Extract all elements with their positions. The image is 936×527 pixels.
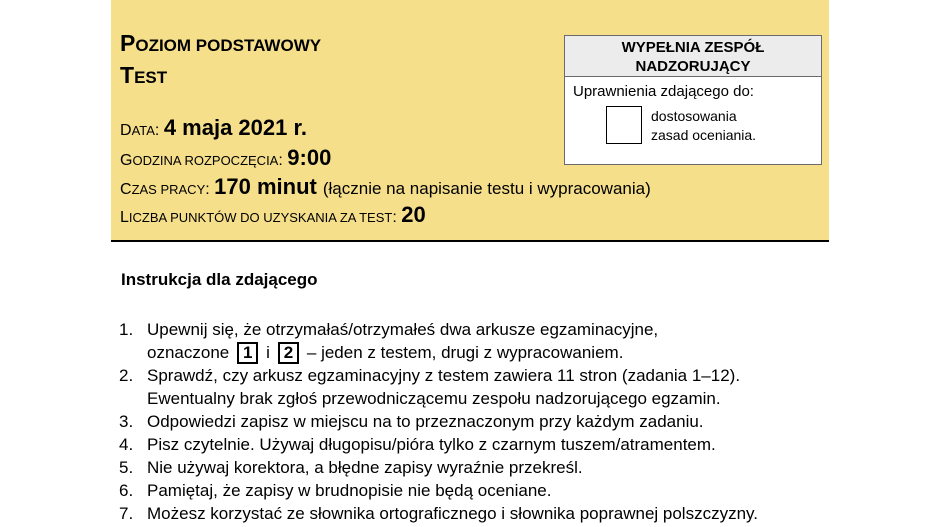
- supervisor-box: [564, 35, 822, 165]
- exam-points-value: 20: [401, 202, 426, 227]
- exam-level-title: POZIOM PODSTAWOWY: [120, 30, 322, 56]
- instructions-title: Instrukcja dla zdającego: [121, 270, 318, 289]
- list-item: 2. Sprawdź, czy arkusz egzaminacyjny z testem zawiera 11 stron (zadania 1–12). Ewentualny brak zgłoś przewodniczącemu zespołu nadzorującego egzamin.: [119, 366, 741, 408]
- exam-start-time-value: 9:00: [287, 145, 332, 170]
- list-item: 1. Upewnij się, że otrzymałaś/otrzymałeś dwa arkusze egzaminacyjne, oznaczone 1 i 2 – jeden z testem, drugi z wypracowaniem.: [119, 320, 659, 362]
- sheet-1-box: 1: [237, 342, 258, 364]
- sheet-2-box: 2: [278, 342, 299, 364]
- exam-part-title: TEST: [120, 62, 168, 88]
- list-item: 3. Odpowiedzi zapisz w miejscu na to przeznaczonym przy każdym zadaniu.: [119, 412, 704, 431]
- exam-header: [111, 0, 829, 242]
- exam-date-value: 4 maja 2021 r.: [163, 115, 307, 140]
- instructions-list: [119, 318, 819, 525]
- exam-duration-note: (łącznie na napisanie testu i wypracowania): [322, 179, 651, 198]
- exam-start-time: GODZINA ROZPOCZĘCIA: 9:00: [120, 145, 332, 170]
- exam-date: DATA: 4 maja 2021 r.: [120, 115, 307, 140]
- supervisor-box-subheading: Uprawnienia zdającego do:: [573, 83, 754, 100]
- list-item: 7. Możesz korzystać ze słownika ortograficznego i słownika poprawnej polszczyzny.: [119, 504, 758, 523]
- list-item: 4. Pisz czytelnie. Używaj długopisu/pióra tylko z czarnym tuszem/atramentem.: [119, 435, 716, 454]
- list-item: 6. Pamiętaj, że zapisy w brudnopisie nie będą oceniane.: [119, 481, 552, 500]
- adjust-grading-checkbox[interactable]: [606, 106, 642, 144]
- exam-duration-value: 170 minut: [214, 174, 317, 199]
- supervisor-box-heading: WYPEŁNIA ZESPÓŁ NADZORUJĄCY: [565, 36, 821, 77]
- list-item: 5. Nie używaj korektora, a błędne zapisy wyraźnie przekreśl.: [119, 458, 583, 477]
- adjust-grading-label: dostosowania zasad oceniania.: [651, 108, 757, 143]
- exam-points: LICZBA PUNKTÓW DO UZYSKANIA ZA TEST: 20: [120, 202, 426, 227]
- exam-duration: CZAS PRACY: 170 minut (łącznie na napisanie testu i wypracowania): [120, 174, 651, 199]
